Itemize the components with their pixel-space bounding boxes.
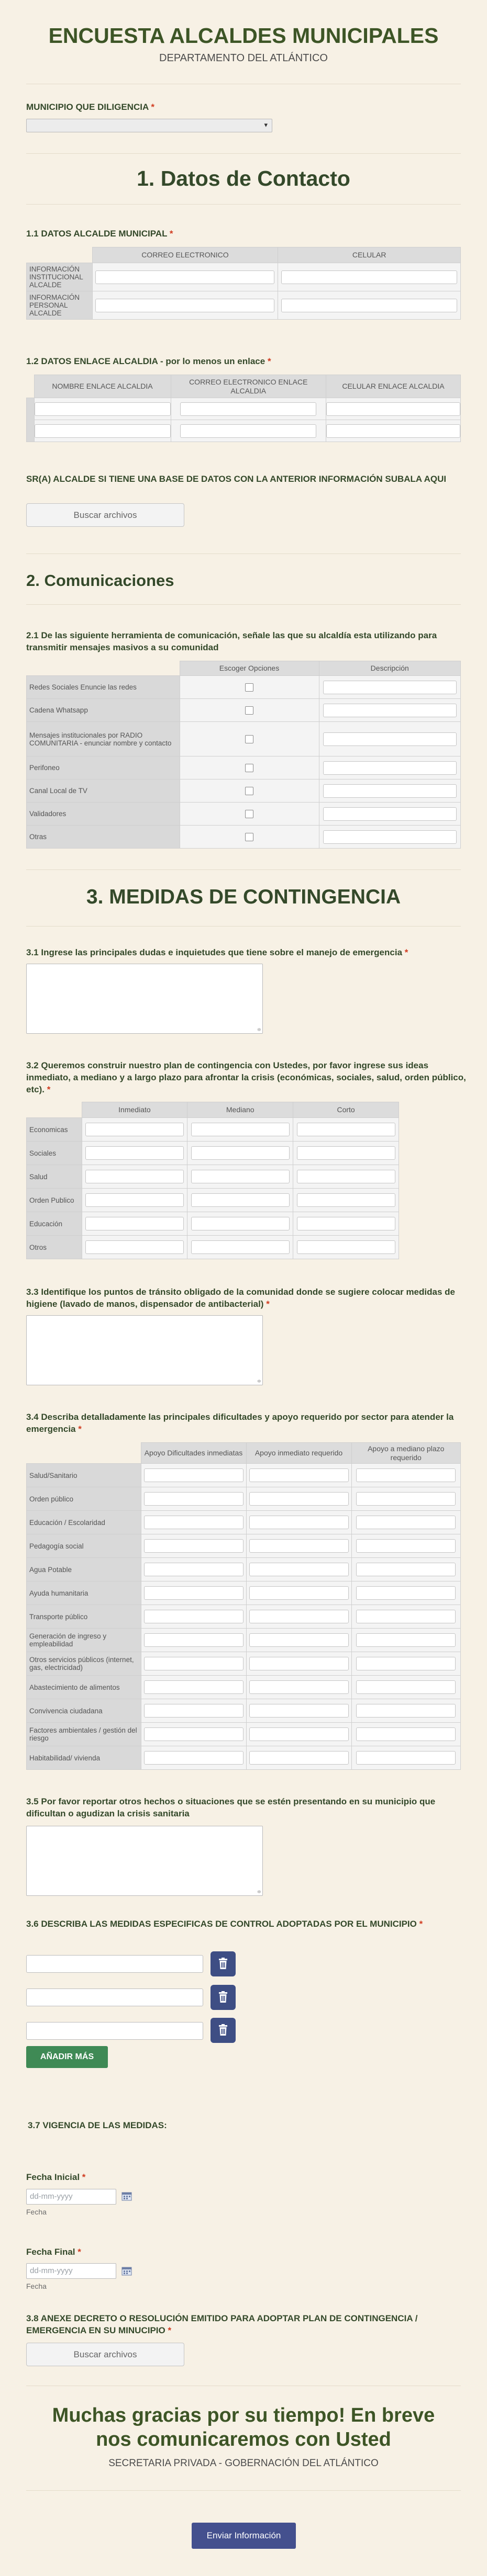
row-header: Orden Publico (27, 1189, 82, 1212)
q34-input[interactable] (249, 1657, 349, 1670)
q32-input[interactable] (191, 1170, 290, 1183)
q32-input[interactable] (297, 1146, 395, 1160)
divider (26, 2490, 461, 2491)
q21-description-perifoneo[interactable] (323, 761, 457, 775)
end-date-sublabel: Fecha (26, 2282, 47, 2290)
q11-personal-phone-input[interactable] (281, 299, 457, 312)
q34-input[interactable] (356, 1586, 456, 1600)
q34-input[interactable] (144, 1610, 244, 1623)
q34-input[interactable] (249, 1751, 349, 1765)
q11-matrix (26, 247, 461, 320)
upload-button[interactable]: Buscar archivos (26, 503, 184, 527)
q34-matrix (26, 1442, 461, 1770)
trash-icon (219, 2024, 227, 2036)
q21-description-validadores[interactable] (323, 807, 457, 821)
q21-description-whatsapp[interactable] (323, 704, 457, 717)
decree-upload-button[interactable]: Buscar archivos (26, 2343, 184, 2366)
section-1-title: 1. Datos de Contacto (137, 166, 350, 190)
q11-institutional-phone-input[interactable] (281, 270, 457, 284)
q11-institutional-email-input[interactable] (95, 270, 274, 284)
start-date-input[interactable]: dd-mm-yyyy (26, 2189, 116, 2205)
row-header: INFORMACIÓN INSTITUCIONAL ALCALDE (27, 263, 93, 291)
q21-description-otras[interactable] (323, 830, 457, 844)
row-handle (27, 398, 35, 442)
row-header: Orden público (27, 1487, 141, 1511)
column-header: Descripción (319, 661, 461, 676)
q36-measure-input-1[interactable] (26, 1955, 203, 1973)
start-date-sublabel: Fecha (26, 2208, 47, 2216)
q34-input[interactable] (144, 1751, 244, 1765)
q34-input[interactable] (356, 1657, 456, 1670)
row-header: Perifoneo (27, 756, 180, 779)
column-header: CORREO ELECTRONICO ENLACE ALCALDIA (171, 375, 326, 398)
row-header: Agua Potable (27, 1558, 141, 1581)
divider (26, 604, 461, 605)
row-header: Convivencia ciudadana (27, 1699, 141, 1723)
q34-input[interactable] (144, 1492, 244, 1506)
end-date-label: Fecha Final * (26, 2247, 81, 2257)
q34-input[interactable] (356, 1563, 456, 1576)
q34-input[interactable] (356, 1468, 456, 1482)
q21-checkbox-tv[interactable] (245, 787, 253, 795)
column-header: CORREO ELECTRONICO (92, 247, 278, 263)
q21-description-tv[interactable] (323, 784, 457, 798)
q34-input[interactable] (356, 1727, 456, 1741)
q21-checkbox-perifoneo[interactable] (245, 764, 253, 772)
q34-input[interactable] (144, 1657, 244, 1670)
divider (26, 153, 461, 154)
row-header: Economicas (27, 1118, 82, 1142)
q34-input[interactable] (249, 1563, 349, 1576)
column-header: Corto (293, 1102, 399, 1118)
q31-textarea[interactable]: ≑ (26, 964, 263, 1034)
q34-input[interactable] (249, 1492, 349, 1506)
q32-input[interactable] (297, 1170, 395, 1183)
row-header: Otros servicios públicos (internet, gas, electricidad) (27, 1652, 141, 1676)
q21-description-radio[interactable] (323, 732, 457, 746)
q21-description-redes[interactable] (323, 681, 457, 694)
form-subtitle: DEPARTAMENTO DEL ATLÁNTICO (159, 52, 328, 64)
q32-input[interactable] (85, 1193, 184, 1207)
row-header: Salud (27, 1165, 82, 1189)
q32-input[interactable] (297, 1240, 395, 1254)
calendar-icon[interactable] (121, 2191, 132, 2201)
q11-personal-email-input[interactable] (95, 299, 274, 312)
row-header: Pedagogía social (27, 1534, 141, 1558)
q21-checkbox-whatsapp[interactable] (245, 706, 253, 715)
row-header: Ayuda humanitaria (27, 1581, 141, 1605)
q34-input[interactable] (144, 1680, 244, 1694)
q34-input[interactable] (356, 1704, 456, 1718)
q34-label: 3.4 Describa detalladamente las principales dificultades y apoyo requerido por sector para atender la emergencia * (26, 1412, 454, 1434)
chevron-down-icon: ▾ (264, 121, 268, 129)
row-header: Validadores (27, 803, 180, 826)
column-header: Escoger Opciones (180, 661, 319, 676)
q34-input[interactable] (144, 1633, 244, 1647)
column-header: Apoyo a mediano plazo requerido (351, 1443, 461, 1464)
q21-label: 2.1 De las siguiente herramienta de comunicación, señale las que su alcaldía esta utilizando para transmitir mensajes masivos a su comunidad (26, 630, 437, 652)
q36-measure-input-3[interactable] (26, 2022, 203, 2040)
column-header: Apoyo inmediato requerido (246, 1443, 351, 1464)
column-header: Mediano (187, 1102, 293, 1118)
row-header: Cadena Whatsapp (27, 699, 180, 722)
q34-input[interactable] (144, 1516, 244, 1529)
q37-label: 3.7 VIGENCIA DE LAS MEDIDAS: (28, 2120, 167, 2130)
q21-checkbox-validadores[interactable] (245, 810, 253, 818)
thanks-line-1: Muchas gracias por su tiempo! En breve (52, 2404, 435, 2426)
q12-email-input-2[interactable] (180, 424, 316, 438)
footer-secretaria: SECRETARIA PRIVADA - GOBERNACIÓN DEL ATLÁNTICO (108, 2458, 379, 2469)
q32-input[interactable] (85, 1123, 184, 1136)
trash-button[interactable] (211, 2018, 236, 2043)
column-header: CELULAR (278, 247, 461, 263)
q35-textarea[interactable]: ≑ (26, 1826, 263, 1896)
row-header: Otros (27, 1236, 82, 1259)
q34-input[interactable] (144, 1468, 244, 1482)
column-header: Inmediato (82, 1102, 187, 1118)
q12-phone-input-2[interactable] (326, 424, 460, 438)
row-header: Factores ambientales / gestión del riesgo (27, 1723, 141, 1746)
q21-checkbox-redes[interactable] (245, 683, 253, 692)
q35-label: 3.5 Por favor reportar otros hechos o situaciones que se estén presentando en su municipio que dificultan o agudizan la crisis sanitaria (26, 1797, 436, 1818)
q12-label: 1.2 DATOS ENLACE ALCALDIA - por lo menos un enlace * (26, 356, 271, 366)
q34-input[interactable] (356, 1751, 456, 1765)
q34-input[interactable] (249, 1727, 349, 1741)
q34-input[interactable] (144, 1586, 244, 1600)
municipio-select[interactable] (26, 119, 272, 132)
q32-input[interactable] (85, 1170, 184, 1183)
q32-matrix (26, 1102, 399, 1259)
q34-input[interactable] (356, 1633, 456, 1647)
row-header: Educación (27, 1212, 82, 1236)
divider (26, 553, 461, 554)
submit-button[interactable]: Enviar Información (192, 2523, 296, 2549)
row-header: Otras (27, 826, 180, 849)
row-header: INFORMACIÓN PERSONAL ALCALDE (27, 291, 93, 320)
q34-input[interactable] (356, 1492, 456, 1506)
q34-input[interactable] (249, 1610, 349, 1623)
q34-input[interactable] (356, 1516, 456, 1529)
column-header: NOMBRE ENLACE ALCALDIA (34, 375, 171, 398)
q32-input[interactable] (297, 1123, 395, 1136)
column-header: Apoyo Dificultades inmediatas (141, 1443, 246, 1464)
divider (26, 204, 461, 205)
q32-input[interactable] (191, 1146, 290, 1160)
trash-button[interactable] (211, 1985, 236, 2010)
q38-label: 3.8 ANEXE DECRETO O RESOLUCIÓN EMITIDO PARA ADOPTAR PLAN DE CONTINGENCIA / EMERGENCIA EN SU MINUCIPIO * (26, 2313, 418, 2335)
q32-label: 3.2 Queremos construir nuestro plan de contingencia con Ustedes, por favor ingrese sus ideas inmediato, a mediano y a largo plazo para afrontar la crisis (económicas, sociales, salud, orden público, etc). * (26, 1060, 466, 1094)
q34-input[interactable] (356, 1610, 456, 1623)
q32-input[interactable] (85, 1146, 184, 1160)
q34-input[interactable] (356, 1680, 456, 1694)
q32-input[interactable] (297, 1217, 395, 1230)
row-header: Salud/Sanitario (27, 1464, 141, 1487)
q12-email-input-1[interactable] (180, 402, 316, 416)
q34-input[interactable] (144, 1704, 244, 1718)
q31-label: 3.1 Ingrese las principales dudas e inquietudes que tiene sobre el manejo de emergencia * (26, 947, 408, 957)
divider (26, 926, 461, 927)
q34-input[interactable] (249, 1704, 349, 1718)
upload-label: SR(A) ALCALDE SI TIENE UNA BASE DE DATOS CON LA ANTERIOR INFORMACIÓN SUBALA AQUI (26, 474, 447, 484)
q32-input[interactable] (191, 1217, 290, 1230)
calendar-icon[interactable] (121, 2266, 132, 2276)
q12-table (26, 375, 461, 442)
q34-input[interactable] (249, 1539, 349, 1553)
thanks-line-2: nos comunicaremos con Usted (96, 2428, 391, 2450)
municipio-label: MUNICIPIO QUE DILIGENCIA * (26, 102, 154, 112)
q36-measure-input-2[interactable] (26, 1989, 203, 2006)
q32-input[interactable] (85, 1217, 184, 1230)
trash-button[interactable] (211, 1951, 236, 1976)
form-title: ENCUESTA ALCALDES MUNICIPALES (48, 24, 439, 48)
row-header: Abastecimiento de alimentos (27, 1676, 141, 1699)
q34-input[interactable] (249, 1586, 349, 1600)
q34-input[interactable] (249, 1633, 349, 1647)
q12-name-input-2[interactable] (35, 424, 171, 438)
row-header: Mensajes institucionales por RADIO COMUNITARIA - enunciar nombre y contacto (27, 722, 180, 756)
trash-icon (219, 1991, 227, 2003)
q32-input[interactable] (297, 1193, 395, 1207)
q32-input[interactable] (191, 1193, 290, 1207)
q34-input[interactable] (249, 1680, 349, 1694)
section-3-title: 3. MEDIDAS DE CONTINGENCIA (86, 886, 401, 908)
column-header: CELULAR ENLACE ALCALDIA (326, 375, 461, 398)
q33-label: 3.3 Identifique los puntos de tránsito obligado de la comunidad donde se sugiere colocar medidas de higiene (lavado de manos, dispensador de antibacterial) * (26, 1287, 455, 1309)
end-date-input[interactable]: dd-mm-yyyy (26, 2263, 116, 2279)
q32-input[interactable] (191, 1240, 290, 1254)
q34-input[interactable] (144, 1539, 244, 1553)
q12-name-input-1[interactable] (35, 402, 171, 416)
row-header: Sociales (27, 1142, 82, 1165)
start-date-label: Fecha Inicial * (26, 2172, 86, 2182)
row-header: Educación / Escolaridad (27, 1511, 141, 1534)
divider (26, 869, 461, 870)
row-header: Generación de ingreso y empleabilidad (27, 1629, 141, 1652)
q34-input[interactable] (249, 1468, 349, 1482)
q34-input[interactable] (144, 1727, 244, 1741)
q32-input[interactable] (85, 1240, 184, 1254)
row-header: Redes Sociales Enuncie las redes (27, 676, 180, 699)
row-header: Canal Local de TV (27, 779, 180, 803)
q21-matrix (26, 661, 461, 849)
q36-label: 3.6 DESCRIBA LAS MEDIDAS ESPECIFICAS DE CONTROL ADOPTADAS POR EL MUNICIPIO * (26, 1919, 423, 1929)
q11-label: 1.1 DATOS ALCALDE MUNICIPAL * (26, 229, 173, 239)
row-header: Habitabilidad/ vivienda (27, 1746, 141, 1770)
add-more-button[interactable]: AÑADIR MÁS (26, 2046, 108, 2068)
q34-input[interactable] (249, 1516, 349, 1529)
section-2-title: 2. Comunicaciones (26, 571, 174, 590)
q21-checkbox-otras[interactable] (245, 833, 253, 841)
q34-input[interactable] (356, 1539, 456, 1553)
q12-phone-input-1[interactable] (326, 402, 460, 416)
q33-textarea[interactable]: ≑ (26, 1315, 263, 1385)
trash-icon (219, 1958, 227, 1969)
row-header: Transporte público (27, 1605, 141, 1629)
q21-checkbox-radio[interactable] (245, 735, 253, 743)
q32-input[interactable] (191, 1123, 290, 1136)
q34-input[interactable] (144, 1563, 244, 1576)
